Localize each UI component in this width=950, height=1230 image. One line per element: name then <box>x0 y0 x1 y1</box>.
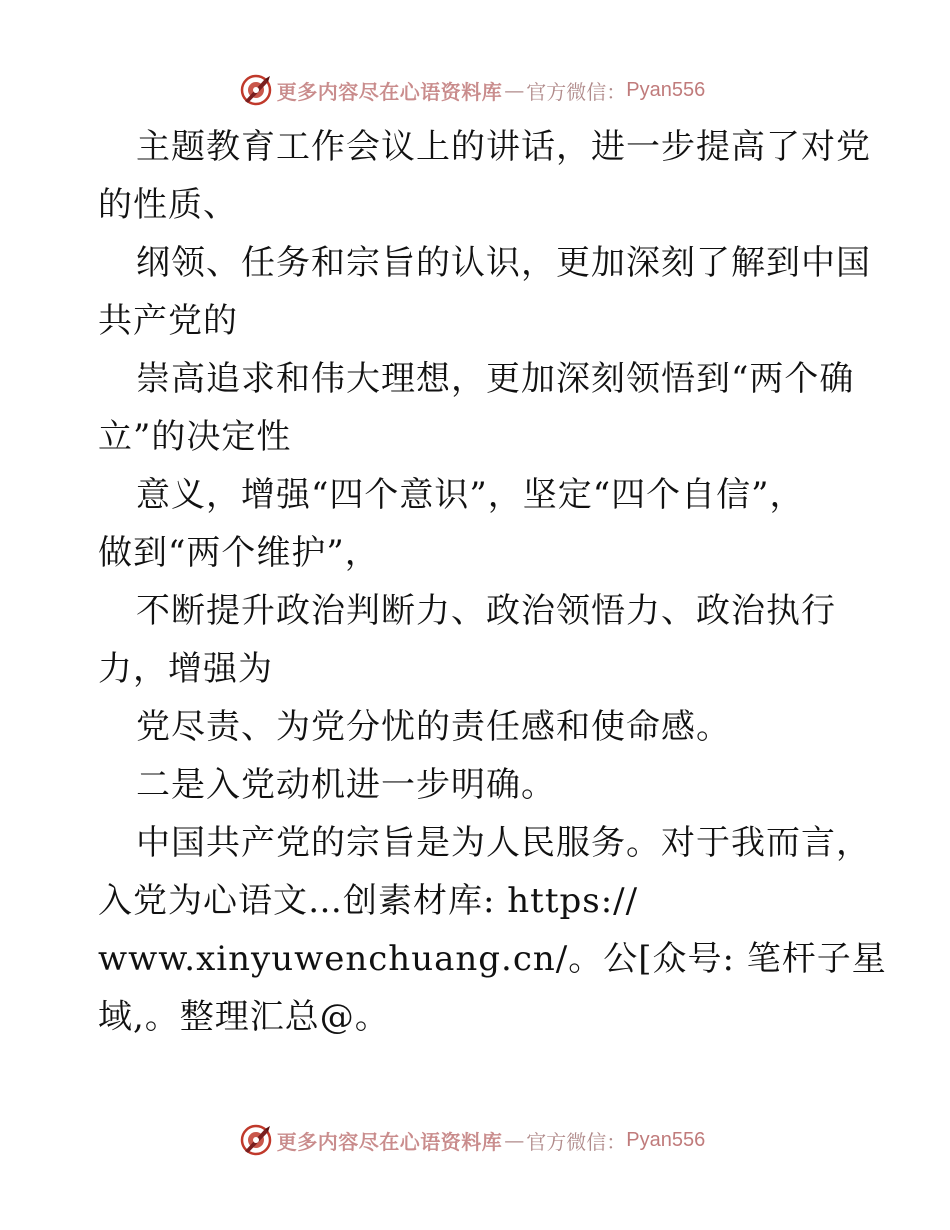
body-line: 域,。整理汇总@。 <box>98 997 390 1037</box>
banner-wechat-id: Pyan556 <box>626 78 706 101</box>
body-line: 不断提升政治判断力、政治领悟力、政治执行 <box>136 591 836 631</box>
banner-separator: — <box>504 78 525 102</box>
quill-pen-logo-icon <box>239 73 273 107</box>
body-line: 二是入党动机进一步明确。 <box>136 765 556 805</box>
body-line: www.xinyuwenchuang.cn/。公[众号: 笔杆子星 <box>98 939 887 979</box>
banner-wechat-label: 官方微信： <box>526 1129 627 1154</box>
banner-separator: — <box>504 1128 525 1152</box>
body-line: 共产党的 <box>98 301 238 341</box>
body-line: 入党为心语文…创素材库: https:// <box>98 881 639 921</box>
banner-title: 更多内容尽在心语资料库 <box>276 1129 503 1154</box>
body-line: 力，增强为 <box>98 649 273 689</box>
body-line: 纲领、任务和宗旨的认识，更加深刻了解到中国 <box>136 243 871 283</box>
banner-title: 更多内容尽在心语资料库 <box>276 79 503 104</box>
body-line: 做到“两个维护”， <box>98 533 380 573</box>
body-line: 的性质、 <box>98 185 238 225</box>
banner-wechat-label: 官方微信： <box>526 79 627 104</box>
body-line: 主题教育工作会议上的讲话，进一步提高了对党 <box>136 127 871 167</box>
body-line: 党尽责、为党分忧的责任感和使命感。 <box>136 707 731 747</box>
footer-banner <box>0 1120 950 1160</box>
body-line: 意义，增强“四个意识”，坚定“四个自信”， <box>136 475 805 515</box>
quill-pen-logo-icon <box>239 1123 273 1157</box>
body-line: 中国共产党的宗旨是为人民服务。对于我而言， <box>136 823 871 863</box>
body-line: 崇高追求和伟大理想，更加深刻领悟到“两个确 <box>136 359 855 399</box>
banner-wechat-id: Pyan556 <box>626 1128 706 1151</box>
header-banner <box>0 70 950 110</box>
body-line: 立”的决定性 <box>98 417 292 457</box>
